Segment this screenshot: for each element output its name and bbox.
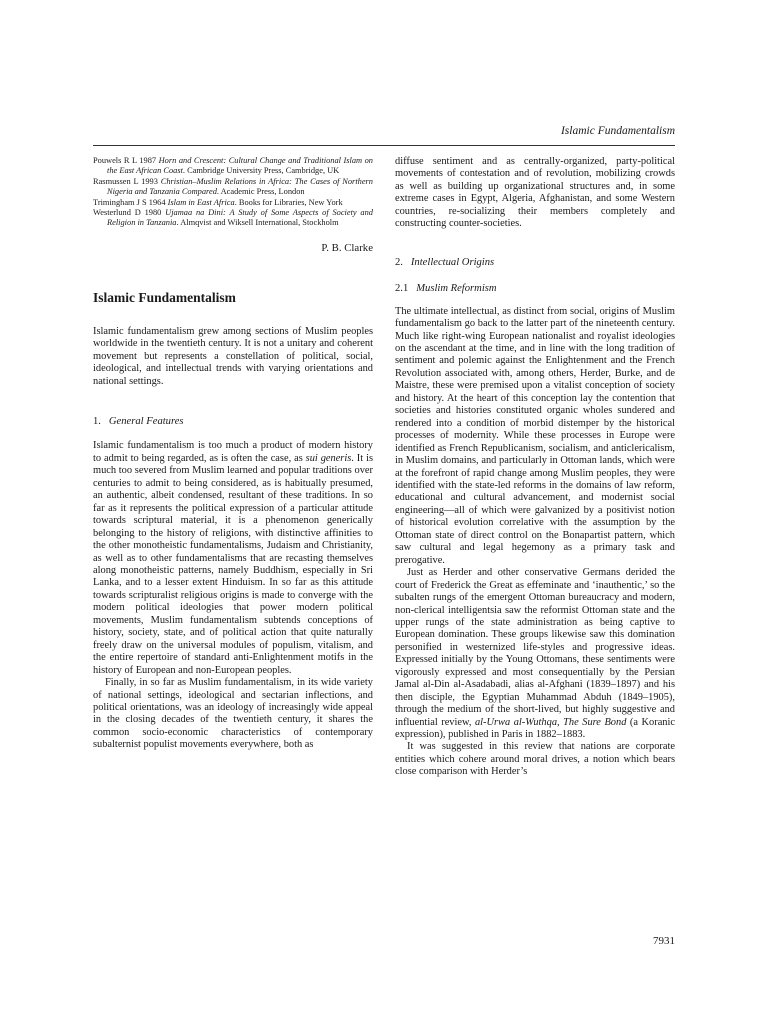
- article-title: Islamic Fundamentalism: [93, 290, 236, 306]
- body-paragraph: diffuse sentiment and as centrally-organized, party-political movements of contestation and of revolution, mobilizing crowds as well as building up organizational structures and, in some extreme cases in Egypt, Algeria, Afghanistan, and some Western countries, re-socializing their members completely and constructing counter-societies.: [395, 156, 675, 230]
- author-signature: P. B. Clarke: [321, 241, 373, 254]
- right-column: [395, 156, 675, 779]
- running-head: Islamic Fundamentalism: [560, 125, 675, 137]
- reference-item: Trimingham J S 1964 Islam in East Africa. Books for Libraries, New York: [93, 197, 343, 207]
- intro-paragraph: Islamic fundamentalism grew among sections of Muslim peoples worldwide in the twentieth century. It is not a unitary and coherent movement but represents a constellation of political, social, ideological, and intellectual trends with varying orientations and national settings.: [93, 325, 373, 387]
- header-rule: [93, 145, 675, 146]
- section-heading: 2. Intellectual Origins: [395, 256, 495, 268]
- reference-item: Westerlund D 1980 Ujamaa na Dini: A Study of Some Aspects of Society and Religion in Tanzania. Almqvist and Wiksell International, Stockholm: [93, 208, 373, 228]
- body-paragraph: The ultimate intellectual, as distinct from social, origins of Muslim fundamentalism go back to the latter part of the nineteenth century. Much like right-wing European nationalist and royalist ideologies on the ascendant at the time, and in line with the long tradition of sentiment and polemic against the Enlightenment and the French Revolution associated with, among others, Herder, Burke, and de Maistre, these were premised upon a vitalist conception of society and history. At the heart of this conception lay the contention that societies and histories constituted organic wholes sundered and rendered into a condition of morbid distemper by the historical processes of modernity. While these processes in Europe were identified as French Republicanism, socialism, and anticlericalism, in Muslim domains, and particularly in Ottoman lands, which were at the forefront of rapid change among Muslim peoples, they were identified with the state-led reforms in the domains of law reform, educational and cultural advancement, and modernist social engineering—all of which were galvanized by a positivist notion of historical evolution correlative with the assumption by the Ottoman state of direct control on the Bonapartist pattern, which saw cultural and legal hegemony as a primary task and prerogative.: [395, 305, 675, 566]
- body-paragraph: Finally, in so far as Muslim fundamentalism, in its wide variety of national settings, ideological and sectarian inflections, and political orientations, was an ideology of increasingly wide appeal in the closing decades of the twentieth century, it shares the common socio-economic characteristics of contemporary subalternist populist movements everywhere, both as: [93, 677, 373, 751]
- reference-item: Pouwels R L 1987 Horn and Crescent: Cultural Change and Traditional Islam on the East African Coast. Cambridge University Press, Cambridge, UK: [93, 156, 373, 176]
- body-paragraph: Just as Herder and other conservative Germans derided the court of Frederick the Great as effeminate and ‘inauthentic,’ so the subalten rungs of the emergent Ottoman bureaucracy and modern, non-clerical intelligentsia saw the reformist Ottoman state and the upper rungs of the state administration as being captive to European domination. These groups likewise saw this domination personified in westernized life-styles and progressive ideas. Expressed initially by the Young Ottomans, these sentiments were vigorously expressed and most consequentially by the Persian Jamal al-Din al-Asadabadi, alias al-Afghani (1839–1897) and his then disciple, the Egyptian Muhammad Abduh (1849–1905), through the medium of the short-lived, but highly suggestive and influential review, al-Urwa al-Wuthqa, The Sure Bond (a Koranic expression), published in Paris in 1882–1883.: [395, 567, 675, 741]
- left-column: [93, 156, 373, 752]
- section-heading: 1. General Features: [93, 416, 184, 428]
- reference-item: Rasmussen L 1993 Christian–Muslim Relations in Africa: The Cases of Northern Nigeria and Tanzania Compared. Academic Press, London: [93, 176, 373, 197]
- page-number: 7931: [653, 935, 675, 947]
- subsection-heading: 2.1 Muslim Reformism: [395, 283, 497, 295]
- body-paragraph: Islamic fundamentalism is too much a product of modern history to admit to being regarded, as is often the case, as sui generis. It is much too severed from Muslim learned and popular traditions over centuries to admit to being considered, as is habitually presumed, an authentic, albeit condensed, resultant of these traditions. In so far as it represents the political expression of a particular attitude towards scriptural material, it is a phenomenon generically belonging to the history of religions, with distinctive affinities to the other monotheistic fundamentalisms, Judaism and Christianity, as well as to other fundamentalisms that are recasting themselves along monotheistic patterns, namely Buddhism, especially in Sri Lanka, and to a lesser extent Hinduism. In so far as this attitude towards scripturalist religious origins is made to converge with the modern political ideologies that power modern political movements, Muslim fundamentalism subtends conceptions of history, society, state, and of political action that quite naturally freely draw on the universal modules of populism, vitalism, and the entire repertoire of standard anti-Enlightenment motifs in the history of European and non-European peoples.: [93, 440, 373, 676]
- body-paragraph: It was suggested in this review that nations are corporate entities which cohere around moral drives, a notion which bears close comparison with Herder’s: [395, 741, 675, 778]
- reference-list: [93, 156, 373, 229]
